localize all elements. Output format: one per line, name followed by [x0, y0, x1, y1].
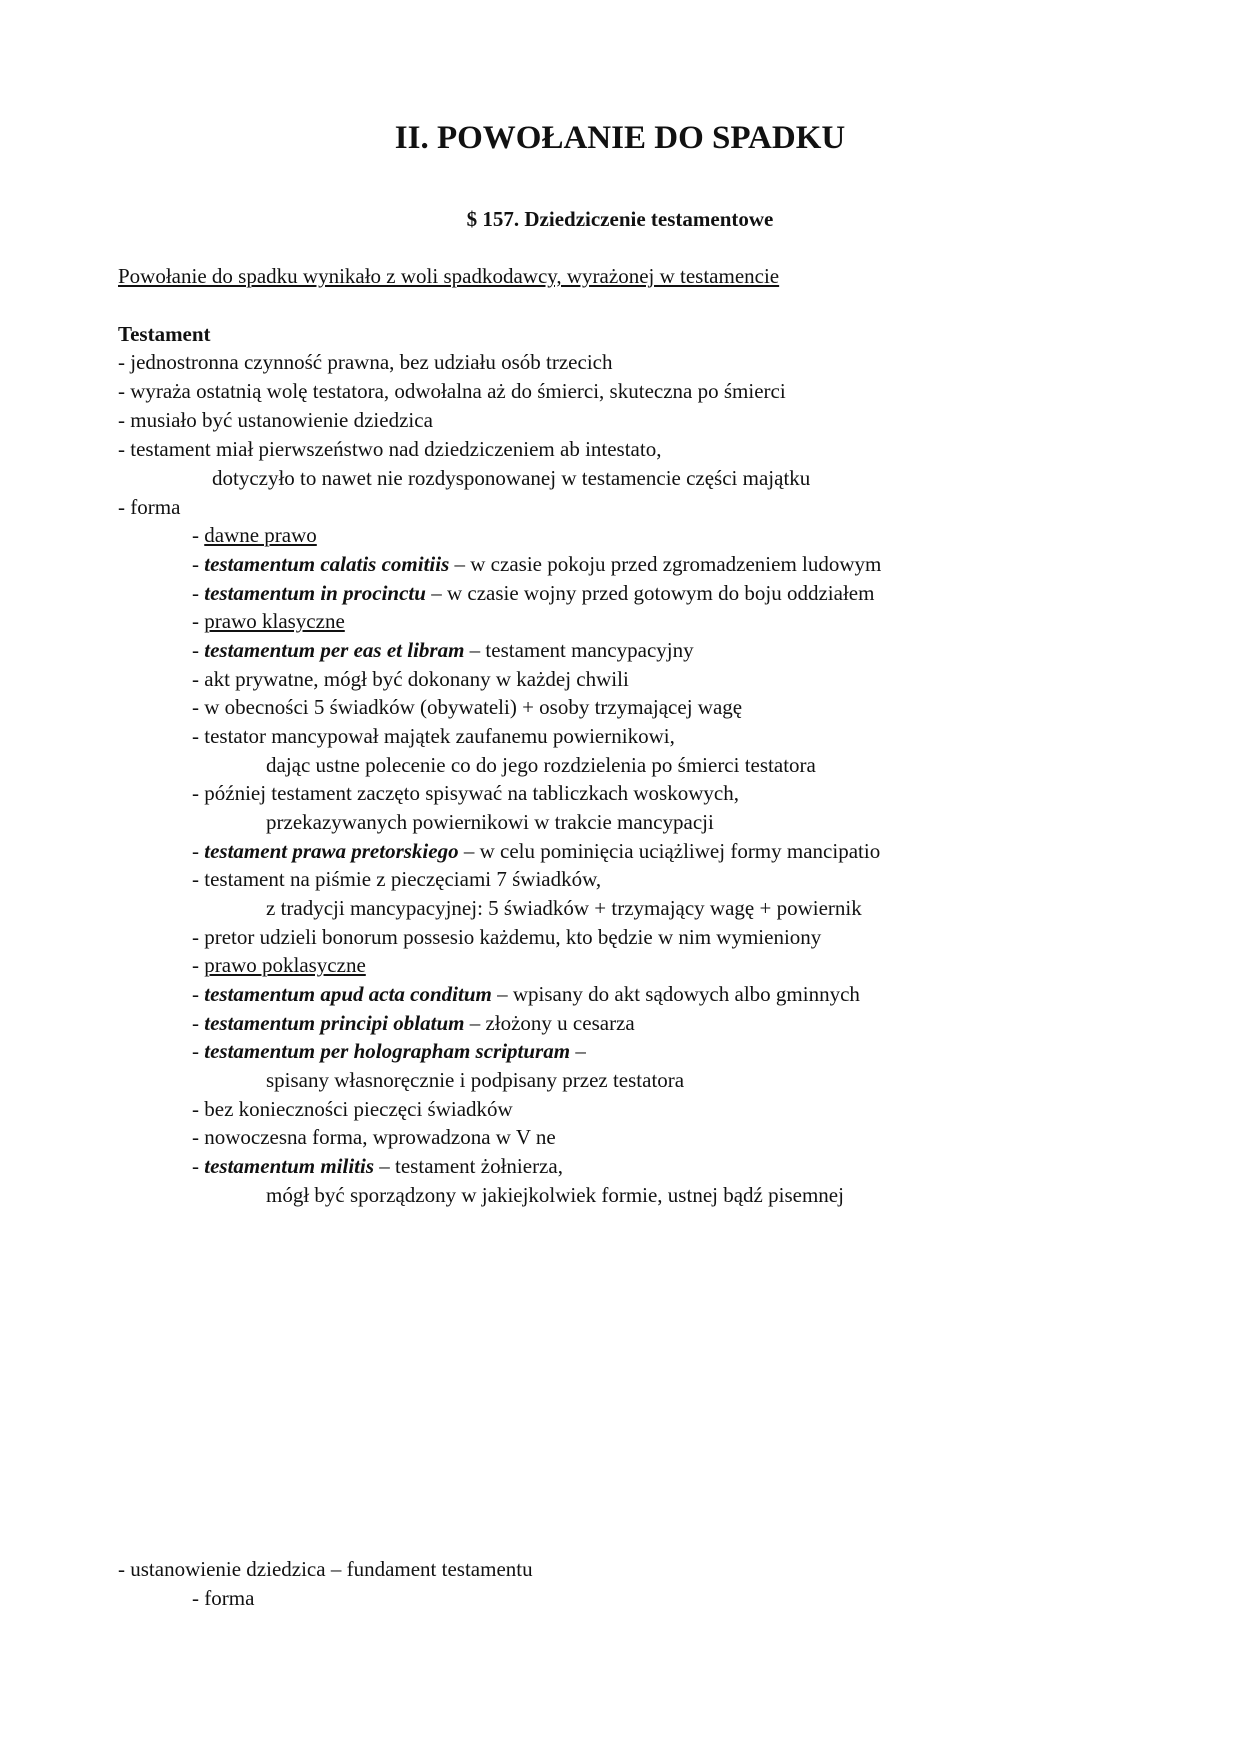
list-item: - bez konieczności pieczęci świadków: [192, 1097, 513, 1121]
list-item: - testamentum per holographam scripturam –: [192, 1039, 586, 1063]
page-title: II. POWOŁANIE DO SPADKU: [394, 120, 846, 156]
list-item: - testamentum in procinctu – w czasie wojny przed gotowym do boju oddziałem: [192, 581, 875, 605]
list-item: - pretor udzieli bonorum possesio każdemu, kto będzie w nim wymieniony: [192, 925, 822, 949]
list-item-continuation: dotyczyło to nawet nie rozdysponowanej w testamencie części majątku: [212, 466, 811, 490]
testament-heading: Testament: [118, 322, 211, 346]
subheading-prawo-poklasyczne: - prawo poklasyczne: [192, 953, 366, 977]
list-item: - nowoczesna forma, wprowadzona w V ne: [192, 1125, 556, 1149]
list-item: - forma: [118, 495, 181, 519]
list-item: - testamentum per eas et libram – testament mancypacyjny: [192, 638, 694, 662]
list-item: - testator mancypował majątek zaufanemu powiernikowi,: [192, 724, 675, 748]
list-item: - testament na piśmie z pieczęciami 7 świadków,: [192, 867, 602, 891]
list-item: - w obecności 5 świadków (obywateli) + osoby trzymającej wagę: [192, 695, 743, 719]
list-item: - testamentum militis – testament żołnierza,: [192, 1154, 563, 1178]
list-item: - jednostronna czynność prawna, bez udziału osób trzecich: [118, 350, 613, 374]
list-item: - forma: [192, 1586, 255, 1610]
list-item-continuation: mógł być sporządzony w jakiejkolwiek formie, ustnej bądź pisemnej: [266, 1183, 844, 1207]
list-item: - testamentum calatis comitiis – w czasie pokoju przed zgromadzeniem ludowym: [192, 552, 882, 576]
list-item: - wyraża ostatnią wolę testatora, odwołalna aż do śmierci, skuteczna po śmierci: [118, 379, 786, 403]
list-item-continuation: z tradycji mancypacyjnej: 5 świadków + trzymający wagę + powiernik: [266, 896, 862, 920]
subheading-prawo-klasyczne: - prawo klasyczne: [192, 609, 345, 633]
list-item: - akt prywatne, mógł być dokonany w każdej chwili: [192, 667, 629, 691]
list-item: - testamentum apud acta conditum – wpisany do akt sądowych albo gminnych: [192, 982, 860, 1006]
list-item-continuation: spisany własnoręcznie i podpisany przez testatora: [266, 1068, 685, 1092]
list-item: - testamentum principi oblatum – złożony u cesarza: [192, 1011, 635, 1035]
list-item: - musiało być ustanowienie dziedzica: [118, 408, 433, 432]
list-item: - ustanowienie dziedzica – fundament testamentu: [118, 1557, 533, 1581]
section-heading: $ 157. Dziedziczenie testamentowe: [466, 207, 774, 231]
list-item-continuation: przekazywanych powiernikowi w trakcie mancypacji: [266, 810, 714, 834]
subheading-dawne-prawo: - dawne prawo: [192, 523, 317, 547]
list-item: - testament miał pierwszeństwo nad dziedziczeniem ab intestato,: [118, 437, 662, 461]
list-item: - testament prawa pretorskiego – w celu pominięcia uciążliwej formy mancipatio: [192, 839, 881, 863]
list-item: - później testament zaczęto spisywać na tabliczkach woskowych,: [192, 781, 739, 805]
list-item-continuation: dając ustne polecenie co do jego rozdzielenia po śmierci testatora: [266, 753, 816, 777]
intro-line: Powołanie do spadku wynikało z woli spadkodawcy, wyrażonej w testamencie: [118, 264, 780, 288]
